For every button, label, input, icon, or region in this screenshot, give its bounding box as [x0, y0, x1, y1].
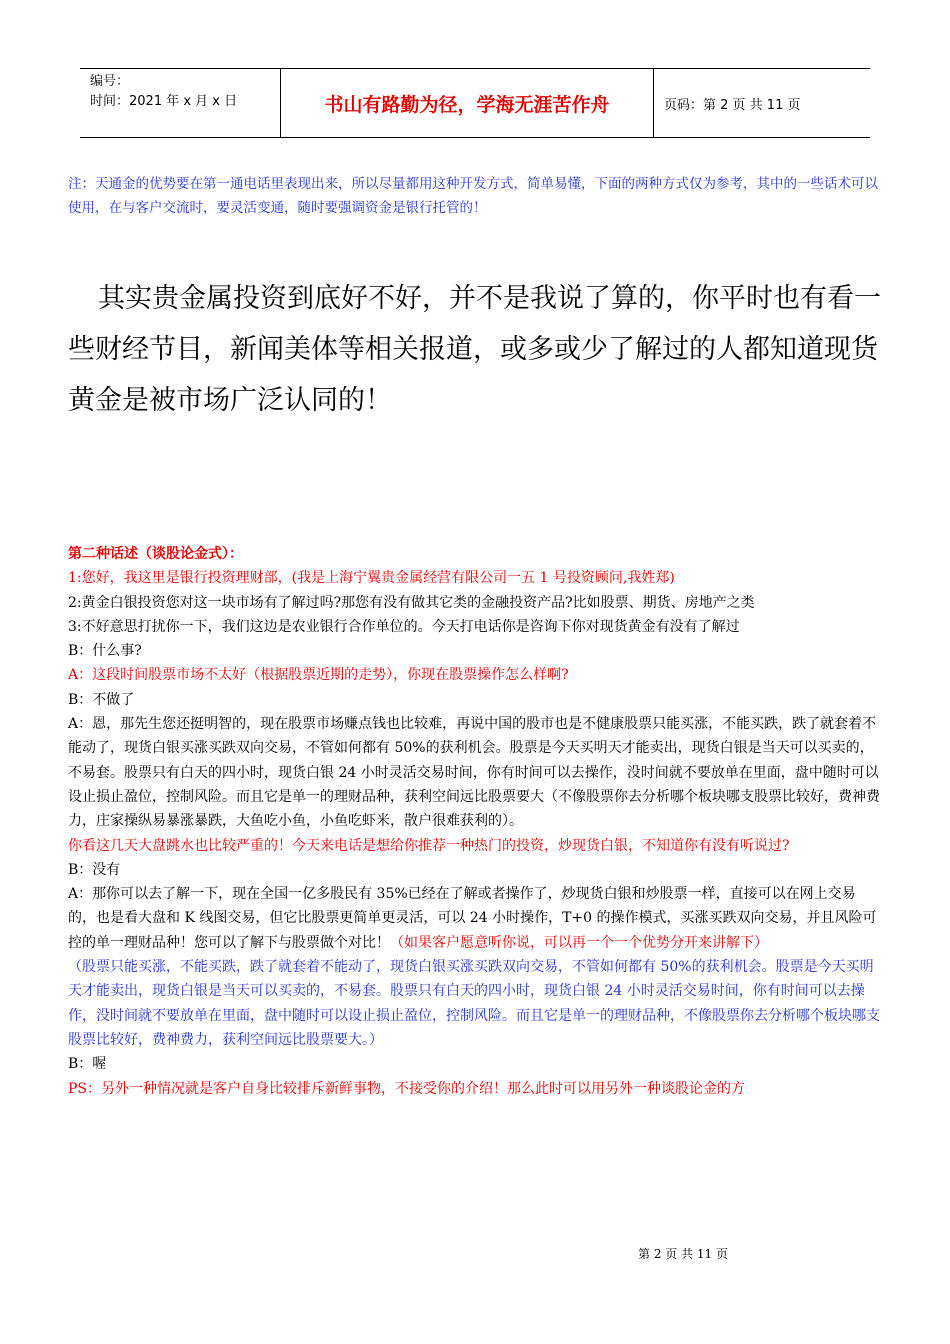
- header-meta-cell: [80, 69, 280, 137]
- header-number: 编号：: [90, 74, 130, 89]
- advantages-paragraph: （股票只能买涨，不能买跌，跌了就套着不能动了，现货白银买涨买跌双向交易，不管如何都有 50%的获利机会。股票是今天买明天才能卖出，现货白银是当天可以买卖的，不易套。股票只有白天的四小时，现货白银 24 小时灵活交易时间，你有时间可以去操作，没时间就不要放单在里面，盘中随时可以设止损止盈位，控制风险。而且它是单一的理财品种，不像股票你去分析哪个板块哪支股票比较好，费神费力，获利空间远比股票要大。）: [68, 959, 880, 1048]
- script-line-1: 1:您好，我这里是银行投资理财部，(我是上海宁翼贵金属经营有限公司一五 1 号投资顾问,我姓郑): [68, 570, 675, 587]
- dialogue-red-1: 你看这几天大盘跳水也比较严重的！今天来电话是想给你推荐一种热门的投资，炒现货白银，不知道你有没有听说过?: [68, 837, 790, 854]
- header-table: [80, 68, 870, 138]
- header-motto: 书山有路勤为径，学海无涯苦作舟: [324, 93, 610, 116]
- page-footer: 第 2 页 共 11 页: [638, 1247, 728, 1261]
- section-title: 第二种话述（谈股论金式）：: [68, 546, 243, 562]
- dialogue-a-3-note: （如果客户愿意听你说，可以再一个一个优势分开来讲解下）: [390, 934, 768, 951]
- note-paragraph: 注：天通金的优势要在第一通电话里表现出来，所以尽量都用这种开发方式，简单易懂，下面的两种方式仅为参考，其中的一些话术可以使用，在与客户交流时，要灵活变通，随时要强调资金是银行托管的！: [68, 176, 878, 216]
- header-motto-cell: [280, 69, 654, 137]
- script-line-2: 2:黄金白银投资您对这一块市场有了解过吗?那您有没有做其它类的金融投资产品?比如股票、期货、房地产之类: [68, 594, 755, 611]
- dialogue-b-4: B：喔: [68, 1056, 107, 1073]
- dialogue-a-3-main: A：那你可以去了解一下，现在全国一亿多股民有 35%已经在了解或者操作了，炒现货白银和炒股票一样，直接可以在网上交易的，也是看大盘和 K 线图交易，但它比股票更简单更灵活，可以 24 小时操作，T+0 的操作模式，买涨买跌双向交易，并且风险可控的单一理财品种！您可以了解下与股票做个对比！: [68, 886, 877, 951]
- dialogue-b-2: B：不做了: [68, 691, 135, 708]
- large-paragraph: 其实贵金属投资到底好不好，并不是我说了算的，你平时也有看一些财经节目，新闻美体等相关报道，或多或少了解过的人都知道现货黄金是被市场广泛认同的！: [68, 283, 881, 416]
- dialogue-a-2: A：恩，那先生您还挺明智的，现在股票市场赚点钱也比较难，再说中国的股市也是不健康股票只能买涨，不能买跌，跌了就套着不能动了，现货白银买涨买跌双向交易，不管如何都有 50%的获利机会。股票是今天买明天才能卖出，现货白银是当天可以买卖的，不易套。股票只有白天的四小时，现货白银 24 小时灵活交易时间，你有时间可以去操作，没时间就不要放单在里面，盘中随时可以设止损止盈位，控制风险。而且它是单一的理财品种，获利空间远比股票要大（不像股票你去分析哪个板块哪支股票比较好，费神费力，庄家操纵易暴涨暴跌，大鱼吃小鱼，小鱼吃虾米，散户很难获利的）。: [68, 716, 880, 830]
- header-time: 时间：2021 年 x 月 x 日: [90, 94, 238, 109]
- header-page-number: 页码：第 2 页 共 11 页: [664, 97, 801, 113]
- ps-line: PS：另外一种情况就是客户自身比较排斥新鲜事物，不接受你的介绍！那么此时可以用另外一种谈股论金的方: [68, 1080, 746, 1097]
- header-page-cell: [654, 69, 870, 137]
- dialogue-b-3: B：没有: [68, 861, 121, 878]
- script-section: [68, 542, 883, 1101]
- script-line-3: 3:不好意思打扰你一下，我们这边是农业银行合作单位的。今天打电话你是咨询下你对现货黄金有没有了解过: [68, 618, 740, 635]
- dialogue-a-1: A：这段时间股票市场不太好（根据股票近期的走势），你现在股票操作怎么样啊?: [68, 667, 569, 684]
- dialogue-a-3: [68, 882, 883, 955]
- dialogue-b-1: B：什么事?: [68, 643, 142, 660]
